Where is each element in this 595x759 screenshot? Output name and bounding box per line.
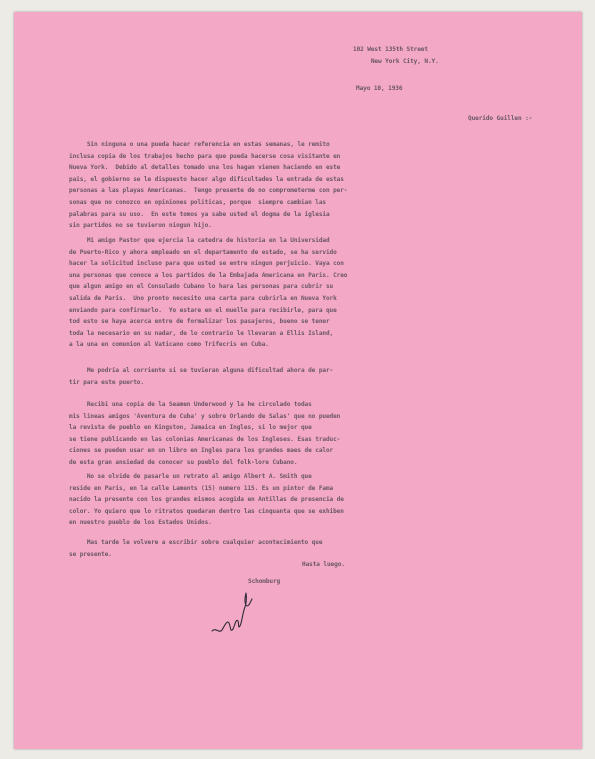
sender-address: 102 West 135th Street New York City, N.Y.: [353, 46, 439, 65]
closing: Hasta luego.: [302, 561, 345, 568]
handwritten-signature: [210, 587, 270, 639]
body-paragraph-5: No se olvide de pasarle un retrato al amigo Albert A. Smith que reside en Paris, en la calle Laments (15) numero 115. Es un pintor de Fama nacido la presente con los grandes mismos acogida en Antillas de presencia de color. Yo quiero que lo ritratos quedaran dentro las cinquanta que se exhiben en nuestro pueblo de los Estados Unidos.: [69, 473, 344, 527]
body-paragraph-6: Mas tarde le volvere a escribir sobre cualquier acontecimiento que se presente.: [69, 539, 323, 558]
salutation: Querido Guillen :-: [468, 115, 533, 122]
body-paragraph-1: Sin ninguna o una pueda hacer referencia en estas semanas, le remito inclusa copia de los trabajos hecho para que pueda hacerse cosa visitante en Nueva York. Debido al detalles tomado una los hagan vienen haciendo en este pais, el gobierno se le dispuesto hacer algo dificultades la entrada de estas personas a las playas Americanas. Tengo presente de no comprometerme con per- sonas que no conozco en opiniones politicas, porque siempre cambian las palabras para su uso. En este tomos ya sabe usted el dogma de la iglesia sin partidos no se tuvieron ningun hijo.: [69, 141, 348, 230]
body-paragraph-4: Recibi una copia de la Seamen Underwood y la he circulado todas mis lineas amigos 'Aventura de Cuba' y sobre Orlando de Salas' que no pueden la revista de pueblo en Kingston, Jamaica en Ingles, si lo mejor que se tiene publicando en las colonias Americanas de los Ingleses. Esas traduc- ciones se pueden usar en un libro en Ingles para los grandes maes de calor de esta gran ansiedad de conocer su pueblo del folk-lore Cubano.: [69, 401, 341, 466]
typed-signature: Schomburg: [248, 578, 281, 585]
letter-sheet: [14, 12, 582, 749]
letter-date: Mayo 10, 1936: [356, 85, 403, 92]
body-paragraph-3: Me podria al corriente si se tuvieran alguna dificultad ahora de par- tir para este puerto.: [69, 367, 334, 386]
body-paragraph-2: Mi amigo Pastor que ejercia la catedra de historia en la Universidad de Puerto-Rico y ahora empleado en el departamento de estado, se ha servido hacer la solicitud incluso para que usted se entre ningun perjuicio. Vaya con una personas que conoce a los partidos de la Embajada Americana en Paris. Creo que algun amigo en el Consulado Cubano lo hara las personas para cubrir su salida de Paris. Uno pronto necesito una carta para cubrirla en Nueva York enviando para confirmarlo. Yo estare en el muelle para recibirle, para que tod esto se haya acerca entre de formalizar los pasajeros, bueno se tener toda la necesario en su nadar, de lo contrario le llevaran a Ellis Island, a la una en comunion al Vaticano como Trifecris en Cuba.: [69, 237, 348, 349]
